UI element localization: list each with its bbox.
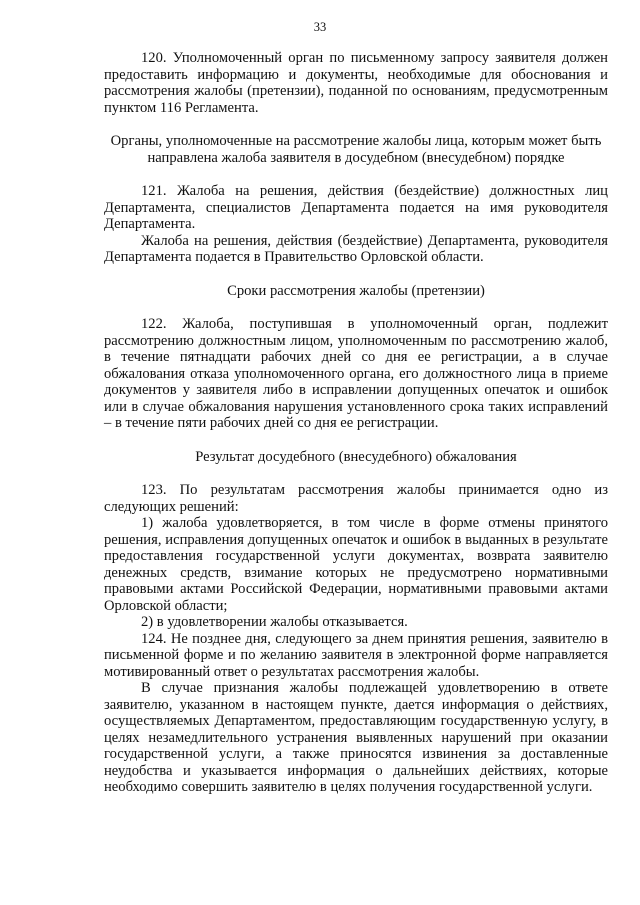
paragraph-122: 122. Жалоба, поступившая в уполномоченный орган, подлежит рассмотрению должностным лицом, уполномоченным по рассмотрению жалоб, в течение пятнадцати рабочих дней со дня ее регистрации, а в случае обжалования отказа уполномоченного органа, его должностного лица в приеме документов у заявителя либо в исправлении допущенных опечаток и ошибок или в случае обжалования нарушения установленного срока таких исправлений – в течение пяти рабочих дней со дня ее регистрации. [104,316,608,431]
paragraph-120: 120. Уполномоченный орган по письменному запросу заявителя должен предоставить информацию и документы, необходимые для обоснования и рассмотрения жалобы (претензии), поданной по основаниям, предусмотренным пунктом 116 Регламента. [104,50,608,116]
section-heading-review-terms: Сроки рассмотрения жалобы (претензии) [227,282,485,299]
paragraph-123-option-2: 2) в удовлетворении жалобы отказывается. [141,614,408,630]
spacer [104,266,608,283]
paragraph-124: 124. Не позднее дня, следующего за днем принятия решения, заявителю в письменной форме и по желанию заявителя в электронной форме направляется мотивированный ответ о результатах рассмотрения жалобы. [104,630,608,680]
paragraph-121: 121. Жалоба на решения, действия (бездействие) должностных лиц Департамента, специалистов Департамента подается на имя руководителя Департамента. [104,183,608,232]
page-number: 33 [313,20,327,34]
paragraph-121-continued: Жалоба на решения, действия (бездействие) Департамента, руководителя Департамента подается в Правительство Орловской области. [104,232,608,265]
paragraph-124-continued: В случае признания жалобы подлежащей удовлетворению в ответе заявителю, указанном в настоящем пункте, дается информация о действиях, осуществляемых Департаментом, предоставляющим государственную услугу, в целях незамедлительного устранения выявленных нарушений при оказании государственной услуги, а также приносятся извинения за доставленные неудобства и указывается информация о дальнейших действиях, которые необходимо совершить заявителю в целях получения государственной услуги. [104,680,608,795]
paragraph-123: 123. По результатам рассмотрения жалобы принимается одно из следующих решений: [104,482,608,515]
spacer [104,299,608,316]
spacer [104,432,608,449]
spacer [104,465,608,482]
section-heading-appeal-result: Результат досудебного (внесудебного) обжалования [195,448,517,465]
spacer [104,166,608,183]
spacer [104,116,608,133]
section-heading-complaint-bodies: Органы, уполномоченные на рассмотрение жалобы лица, которым может быть направлена жалоба заявителя в досудебном (внесудебном) порядке [110,133,602,166]
document-body [104,50,608,796]
paragraph-123-option-1: 1) жалоба удовлетворяется, в том числе в форме отмены принятого решения, исправления допущенных опечаток и ошибок в выданных в результате предоставления государственной услуги документах, возврата заявителю денежных средств, взимание которых не предусмотрено нормативными правовыми актами Российской Федерации, нормативными правовыми актами Орловской области; [104,515,608,614]
